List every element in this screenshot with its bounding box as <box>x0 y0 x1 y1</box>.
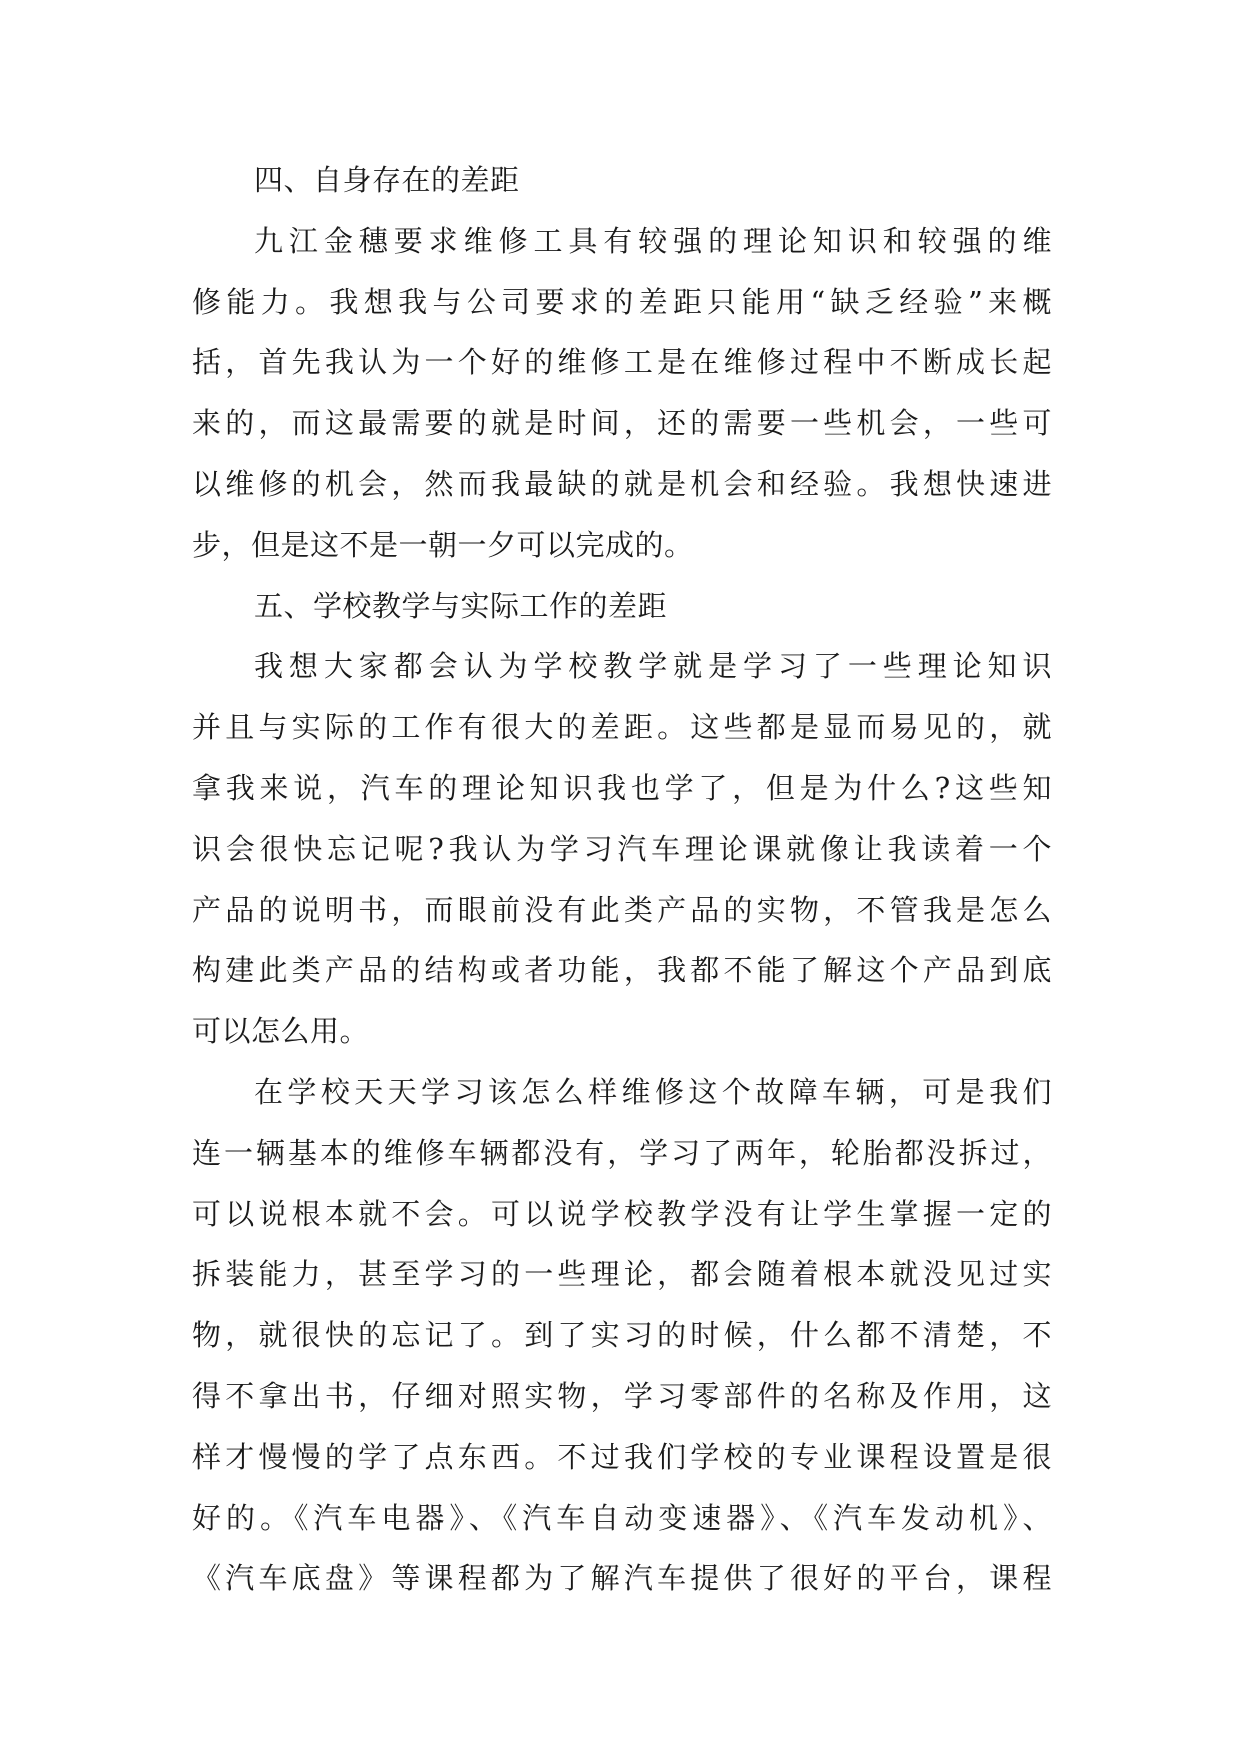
document-page <box>192 150 1052 1609</box>
paragraph-line: 我想大家都会认为学校教学就是学习了一些理论知识 <box>254 649 1052 684</box>
paragraph-line: 括，首先我认为一个好的维修工是在维修过程中不断成长起 <box>192 345 1052 380</box>
paragraph-line: 样才慢慢的学了点东西。不过我们学校的专业课程设置是很 <box>192 1439 1052 1474</box>
section-heading: 五、学校教学与实际工作的差距 <box>254 588 668 623</box>
section-heading: 四、自身存在的差距 <box>254 163 520 197</box>
paragraph-line: 得不拿出书，仔细对照实物，学习零部件的名称及作用，这 <box>192 1378 1052 1413</box>
paragraph-line: 《汽车底盘》等课程都为了解汽车提供了很好的平台，课程 <box>192 1561 1052 1596</box>
paragraph-line: 构建此类产品的结构或者功能，我都不能了解这个产品到底 <box>192 953 1052 988</box>
paragraph-line: 好的。《汽车电器》、《汽车自动变速器》、《汽车发动机》、 <box>192 1500 1052 1535</box>
paragraph-line: 可以说根本就不会。可以说学校教学没有让学生掌握一定的 <box>192 1196 1052 1231</box>
paragraph-line: 修能力。我想我与公司要求的差距只能用“缺乏经验”来概 <box>192 284 1052 319</box>
paragraph-line: 拿我来说，汽车的理论知识我也学了，但是为什么?这些知 <box>192 770 1052 805</box>
paragraph-line: 物，就很快的忘记了。到了实习的时候，什么都不清楚，不 <box>192 1318 1052 1353</box>
paragraph-line: 在学校天天学习该怎么样维修这个故障车辆，可是我们 <box>254 1074 1052 1109</box>
paragraph-line: 拆装能力，甚至学习的一些理论，都会随着根本就没见过实 <box>192 1257 1052 1292</box>
paragraph-line: 可以怎么用。 <box>192 1014 370 1049</box>
paragraph-line: 连一辆基本的维修车辆都没有，学习了两年，轮胎都没拆过， <box>192 1135 1052 1170</box>
paragraph-line: 识会很快忘记呢?我认为学习汽车理论课就像让我读着一个 <box>192 831 1052 866</box>
paragraph-line: 来的，而这最需要的就是时间，还的需要一些机会，一些可 <box>192 406 1052 441</box>
paragraph-line: 产品的说明书，而眼前没有此类产品的实物，不管我是怎么 <box>192 892 1052 927</box>
paragraph-line: 九江金穗要求维修工具有较强的理论知识和较强的维 <box>254 223 1052 258</box>
paragraph-line: 并且与实际的工作有很大的差距。这些都是显而易见的，就 <box>192 710 1052 745</box>
paragraph-line: 以维修的机会，然而我最缺的就是机会和经验。我想快速进 <box>192 466 1052 501</box>
paragraph-line: 步，但是这不是一朝一夕可以完成的。 <box>192 527 694 562</box>
